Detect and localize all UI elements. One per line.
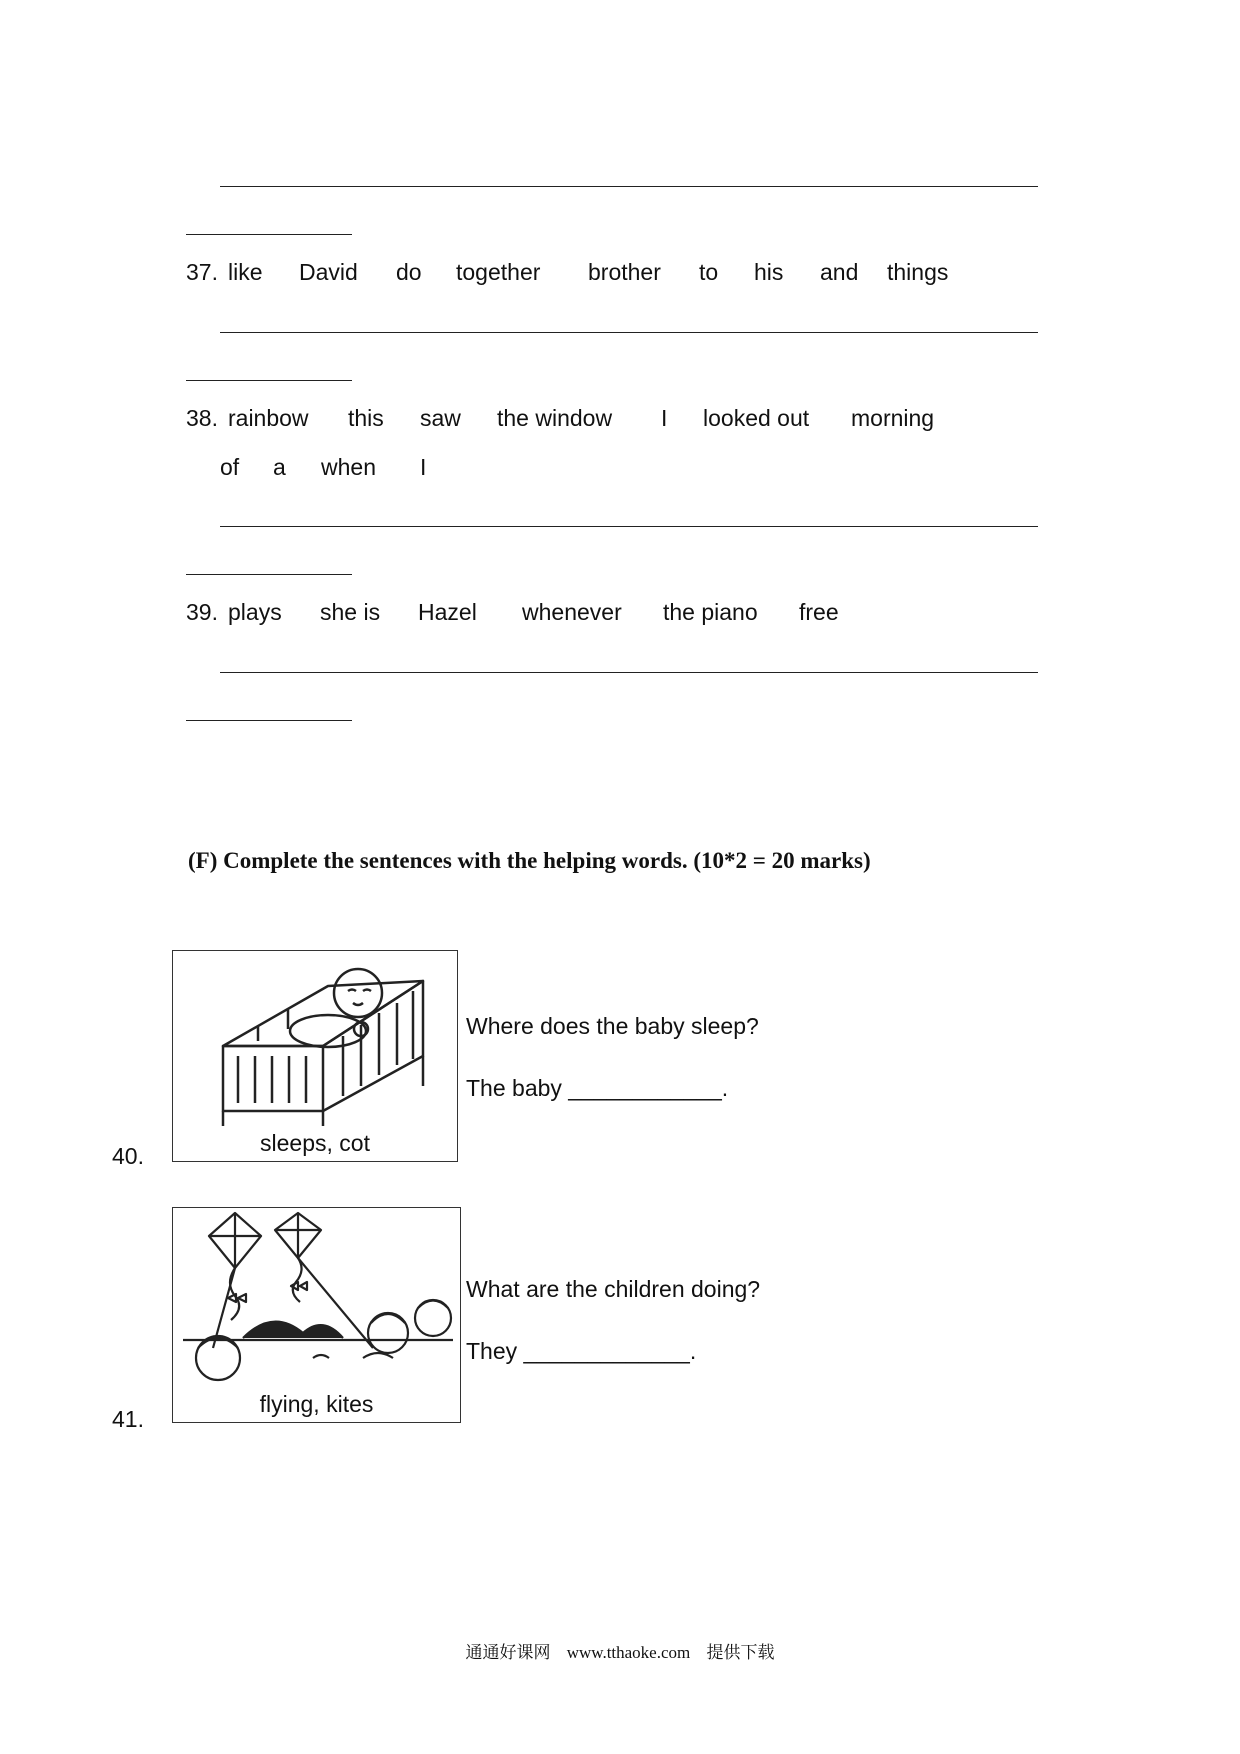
answer-blank[interactable]: _____________ bbox=[523, 1338, 690, 1364]
scrambled-word: morning bbox=[851, 405, 935, 431]
scrambled-word: and bbox=[820, 259, 859, 285]
scrambled-word: this bbox=[348, 405, 384, 431]
answer-sentence bbox=[466, 1075, 728, 1102]
answer-line[interactable] bbox=[220, 186, 1038, 187]
scrambled-word: I bbox=[661, 405, 668, 431]
picture-caption: sleeps, cot bbox=[260, 1130, 370, 1156]
scrambled-word: brother bbox=[588, 259, 661, 285]
scrambled-word: she is bbox=[320, 599, 381, 625]
scrambled-word: plays bbox=[228, 599, 282, 625]
scrambled-word: of bbox=[220, 454, 240, 480]
baby-in-cot-icon bbox=[173, 951, 457, 1126]
question-number: 37. bbox=[186, 259, 218, 285]
scrambled-word: like bbox=[228, 259, 263, 285]
scrambled-word: saw bbox=[420, 405, 461, 431]
answer-period: . bbox=[721, 1075, 729, 1101]
answer-line[interactable] bbox=[220, 672, 1038, 673]
section-f-heading: (F) Complete the sentences with the helping words. (10*2 = 20 marks) bbox=[188, 848, 871, 873]
page-footer bbox=[0, 1638, 1240, 1663]
scrambled-word: together bbox=[456, 259, 541, 285]
scrambled-word: free bbox=[799, 599, 839, 625]
answer-prefix: They bbox=[466, 1338, 518, 1364]
question-number: 39. bbox=[186, 599, 218, 625]
answer-sentence bbox=[466, 1338, 696, 1365]
baby-cot-picture bbox=[172, 950, 458, 1162]
answer-period: . bbox=[689, 1338, 697, 1364]
scrambled-word: do bbox=[396, 259, 422, 285]
answer-line[interactable] bbox=[220, 332, 1038, 333]
scrambled-word: David bbox=[299, 259, 358, 285]
answer-line-short[interactable] bbox=[186, 380, 352, 381]
flying-kites-picture bbox=[172, 1207, 461, 1423]
question-text: Where does the baby sleep? bbox=[466, 1013, 759, 1039]
scrambled-word: whenever bbox=[522, 599, 622, 625]
scrambled-word: to bbox=[699, 259, 719, 285]
question-text: What are the children doing? bbox=[466, 1276, 761, 1302]
question-number: 40. bbox=[112, 1143, 144, 1169]
scrambled-word: rainbow bbox=[228, 405, 309, 431]
answer-line-short[interactable] bbox=[186, 234, 352, 235]
scrambled-word: I bbox=[420, 454, 427, 480]
children-flying-kites-icon bbox=[173, 1208, 460, 1388]
scrambled-word: looked out bbox=[703, 405, 810, 431]
picture-caption: flying, kites bbox=[259, 1391, 374, 1417]
scrambled-word: the window bbox=[497, 405, 613, 431]
footer-url[interactable]: www.tthaoke.com bbox=[566, 1643, 691, 1662]
question-number: 38. bbox=[186, 405, 218, 431]
question-number: 41. bbox=[112, 1406, 144, 1432]
scrambled-word: a bbox=[273, 454, 286, 480]
answer-blank[interactable]: ____________ bbox=[568, 1075, 722, 1101]
answer-prefix: The baby bbox=[466, 1075, 562, 1101]
footer-site-name: 通通好课网 bbox=[465, 1643, 551, 1662]
scrambled-word: the piano bbox=[663, 599, 758, 625]
answer-line-short[interactable] bbox=[186, 720, 352, 721]
answer-line[interactable] bbox=[220, 526, 1038, 527]
scrambled-word: his bbox=[754, 259, 784, 285]
scrambled-word: when bbox=[321, 454, 376, 480]
footer-note: 提供下载 bbox=[706, 1643, 775, 1662]
answer-line-short[interactable] bbox=[186, 574, 352, 575]
scrambled-word: Hazel bbox=[418, 599, 477, 625]
scrambled-word: things bbox=[887, 259, 949, 285]
